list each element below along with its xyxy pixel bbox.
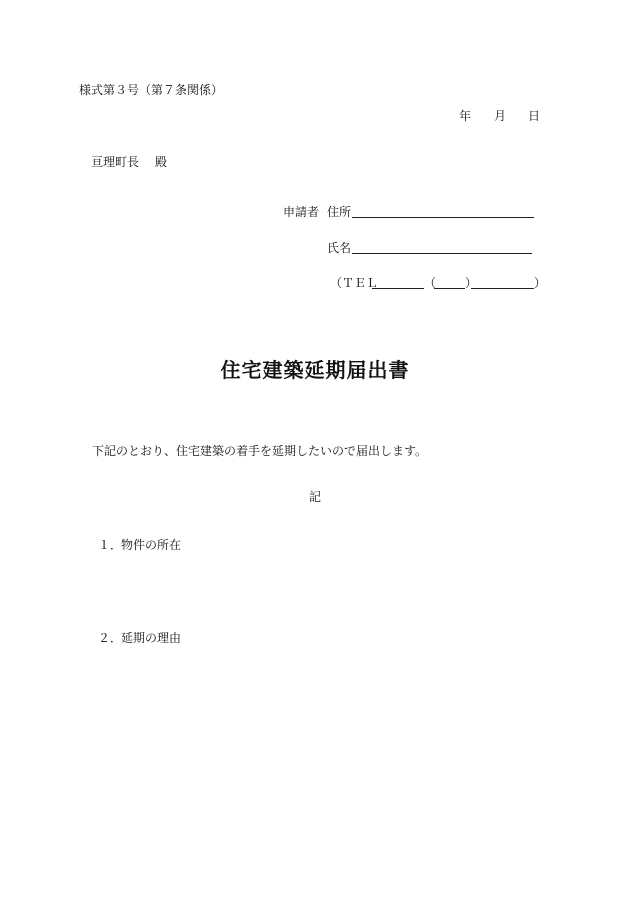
document-title: 住宅建築延期届出書 [220,358,410,382]
tel-number-line[interactable] [471,288,534,289]
name-input-line[interactable] [352,253,532,254]
addressee-name: 亘理町長 [91,155,140,169]
item-2-label: 延期の理由 [121,631,182,645]
tel-paren-open: （ [424,276,437,290]
date-year-label: 年 [459,109,472,123]
name-label: 氏名 [327,241,352,255]
address-label: 住所 [327,205,352,219]
date-month-label: 月 [494,109,507,123]
tel-label: （ＴＥＬ [330,276,379,290]
tel-close: ） [534,276,547,290]
item-2-number: ２． [98,631,123,645]
tel-area-line[interactable] [372,288,424,289]
applicant-label: 申請者 [283,205,320,219]
form-number: 様式第３号（第７条関係） [79,83,224,97]
tel-exchange-line[interactable] [434,288,465,289]
addressee-honorific: 殿 [155,155,168,169]
ki-marker: 記 [308,490,321,504]
item-1-label: 物件の所在 [121,538,182,552]
tel-paren-close: ） [465,276,478,290]
body-text: 下記のとおり、住宅建築の着手を延期したいので届出します。 [92,444,428,458]
date-day-label: 日 [528,109,541,123]
item-1-number: １． [98,538,123,552]
address-input-line[interactable] [352,217,534,218]
